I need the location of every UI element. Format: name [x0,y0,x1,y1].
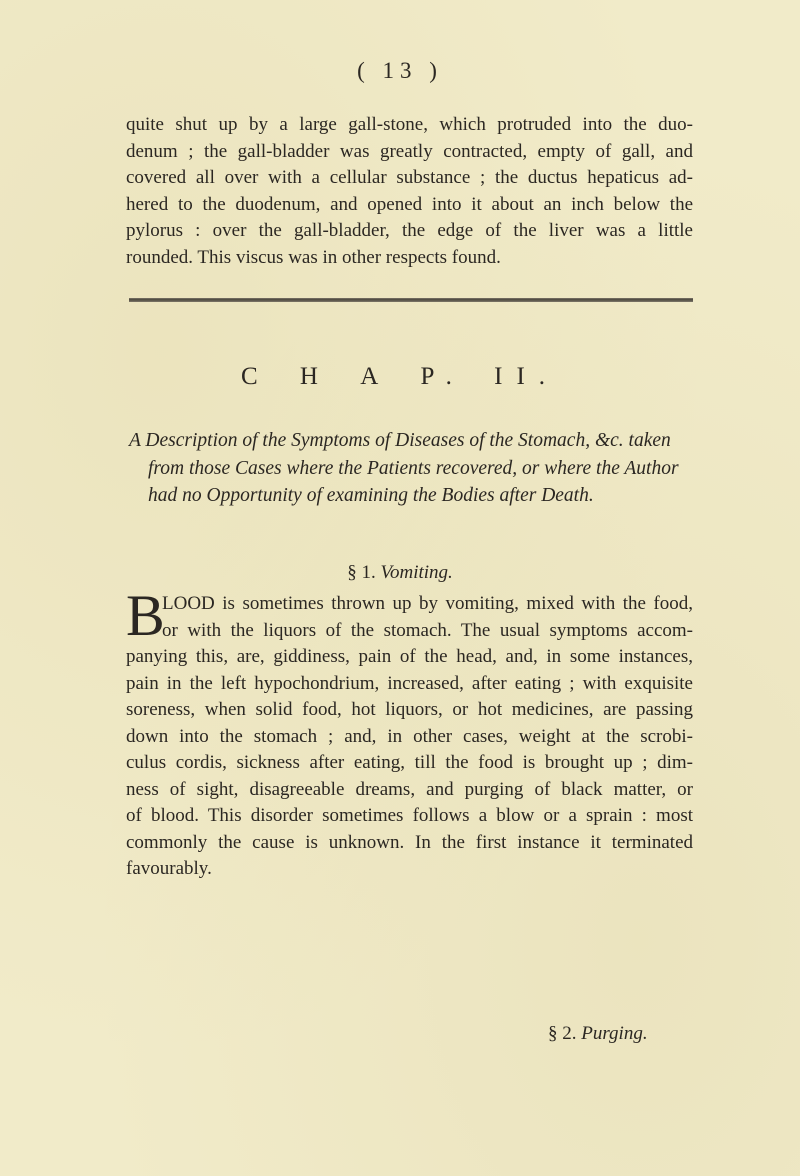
text-line: culus cordis, sickness after eating, till the food is brought up ; dim- [126,752,693,773]
text-line: pylorus : over the gall-bladder, the edge of the liver was a little [126,220,693,241]
chapter-subtitle [129,427,693,510]
chapter-letter: C [240,363,272,390]
text-line: quite shut up by a large gall-stone, which protruded into the duo- [126,114,693,135]
subtitle-line: had no Opportunity of examining the Bodies after Death. [148,485,594,506]
chapter-letter: P. [420,363,466,390]
section-mark: § 1. [347,562,376,583]
text-line: covered all over with a cellular substance ; the ductus hepaticus ad- [126,167,693,188]
chapter-letter: A [360,363,393,390]
section-title: Vomiting. [380,562,453,583]
text-line: of blood. This disorder sometimes follows a blow or a sprain : most [126,805,693,826]
section-title: Purging. [581,1023,648,1044]
body-paragraph [126,591,693,883]
ornamental-rule [129,298,693,302]
chapter-heading [0,363,800,391]
text-line: soreness, when solid food, hot liquors, or hot medicines, are passing [126,699,693,720]
text-line: or with the liquors of the stomach. The usual symptoms accom- [162,619,693,641]
text-line: hered to the duodenum, and opened into it about an inch below the [126,193,693,215]
section-heading-vomiting [0,562,800,584]
subtitle-line: A Description of the Symptoms of Diseases of the Stomach, &c. taken [129,430,671,451]
drop-cap: B [126,583,165,648]
section-mark: § 2. [548,1023,577,1044]
catchword-section-purging [548,1023,648,1045]
text-line: pain in the left hypochondrium, increased, after eating ; with exquisite [126,672,693,694]
text-line: panying this, are, giddiness, pain of the head, and, in some instances, [126,646,693,667]
text-line: LOOD is sometimes thrown up by vomiting, mixed with the food, [162,593,693,614]
text-line: favourably. [126,858,212,879]
top-paragraph [126,112,693,271]
text-line: ness of sight, disagreeable dreams, and purging of black matter, or [126,778,693,800]
text-line: rounded. This viscus was in other respects found. [126,246,501,268]
subtitle-line: from those Cases where the Patients recovered, or where the Author [148,457,679,479]
text-line: commonly the cause is unknown. In the first instance it terminated [126,831,693,853]
text-line: down into the stomach ; and, in other cases, weight at the scrobi- [126,725,693,747]
text-line: denum ; the gall-bladder was greatly contracted, empty of gall, and [126,140,693,162]
chapter-number: II. [494,363,560,390]
page-number: ( 13 ) [357,58,443,83]
chapter-letter: H [299,363,332,390]
